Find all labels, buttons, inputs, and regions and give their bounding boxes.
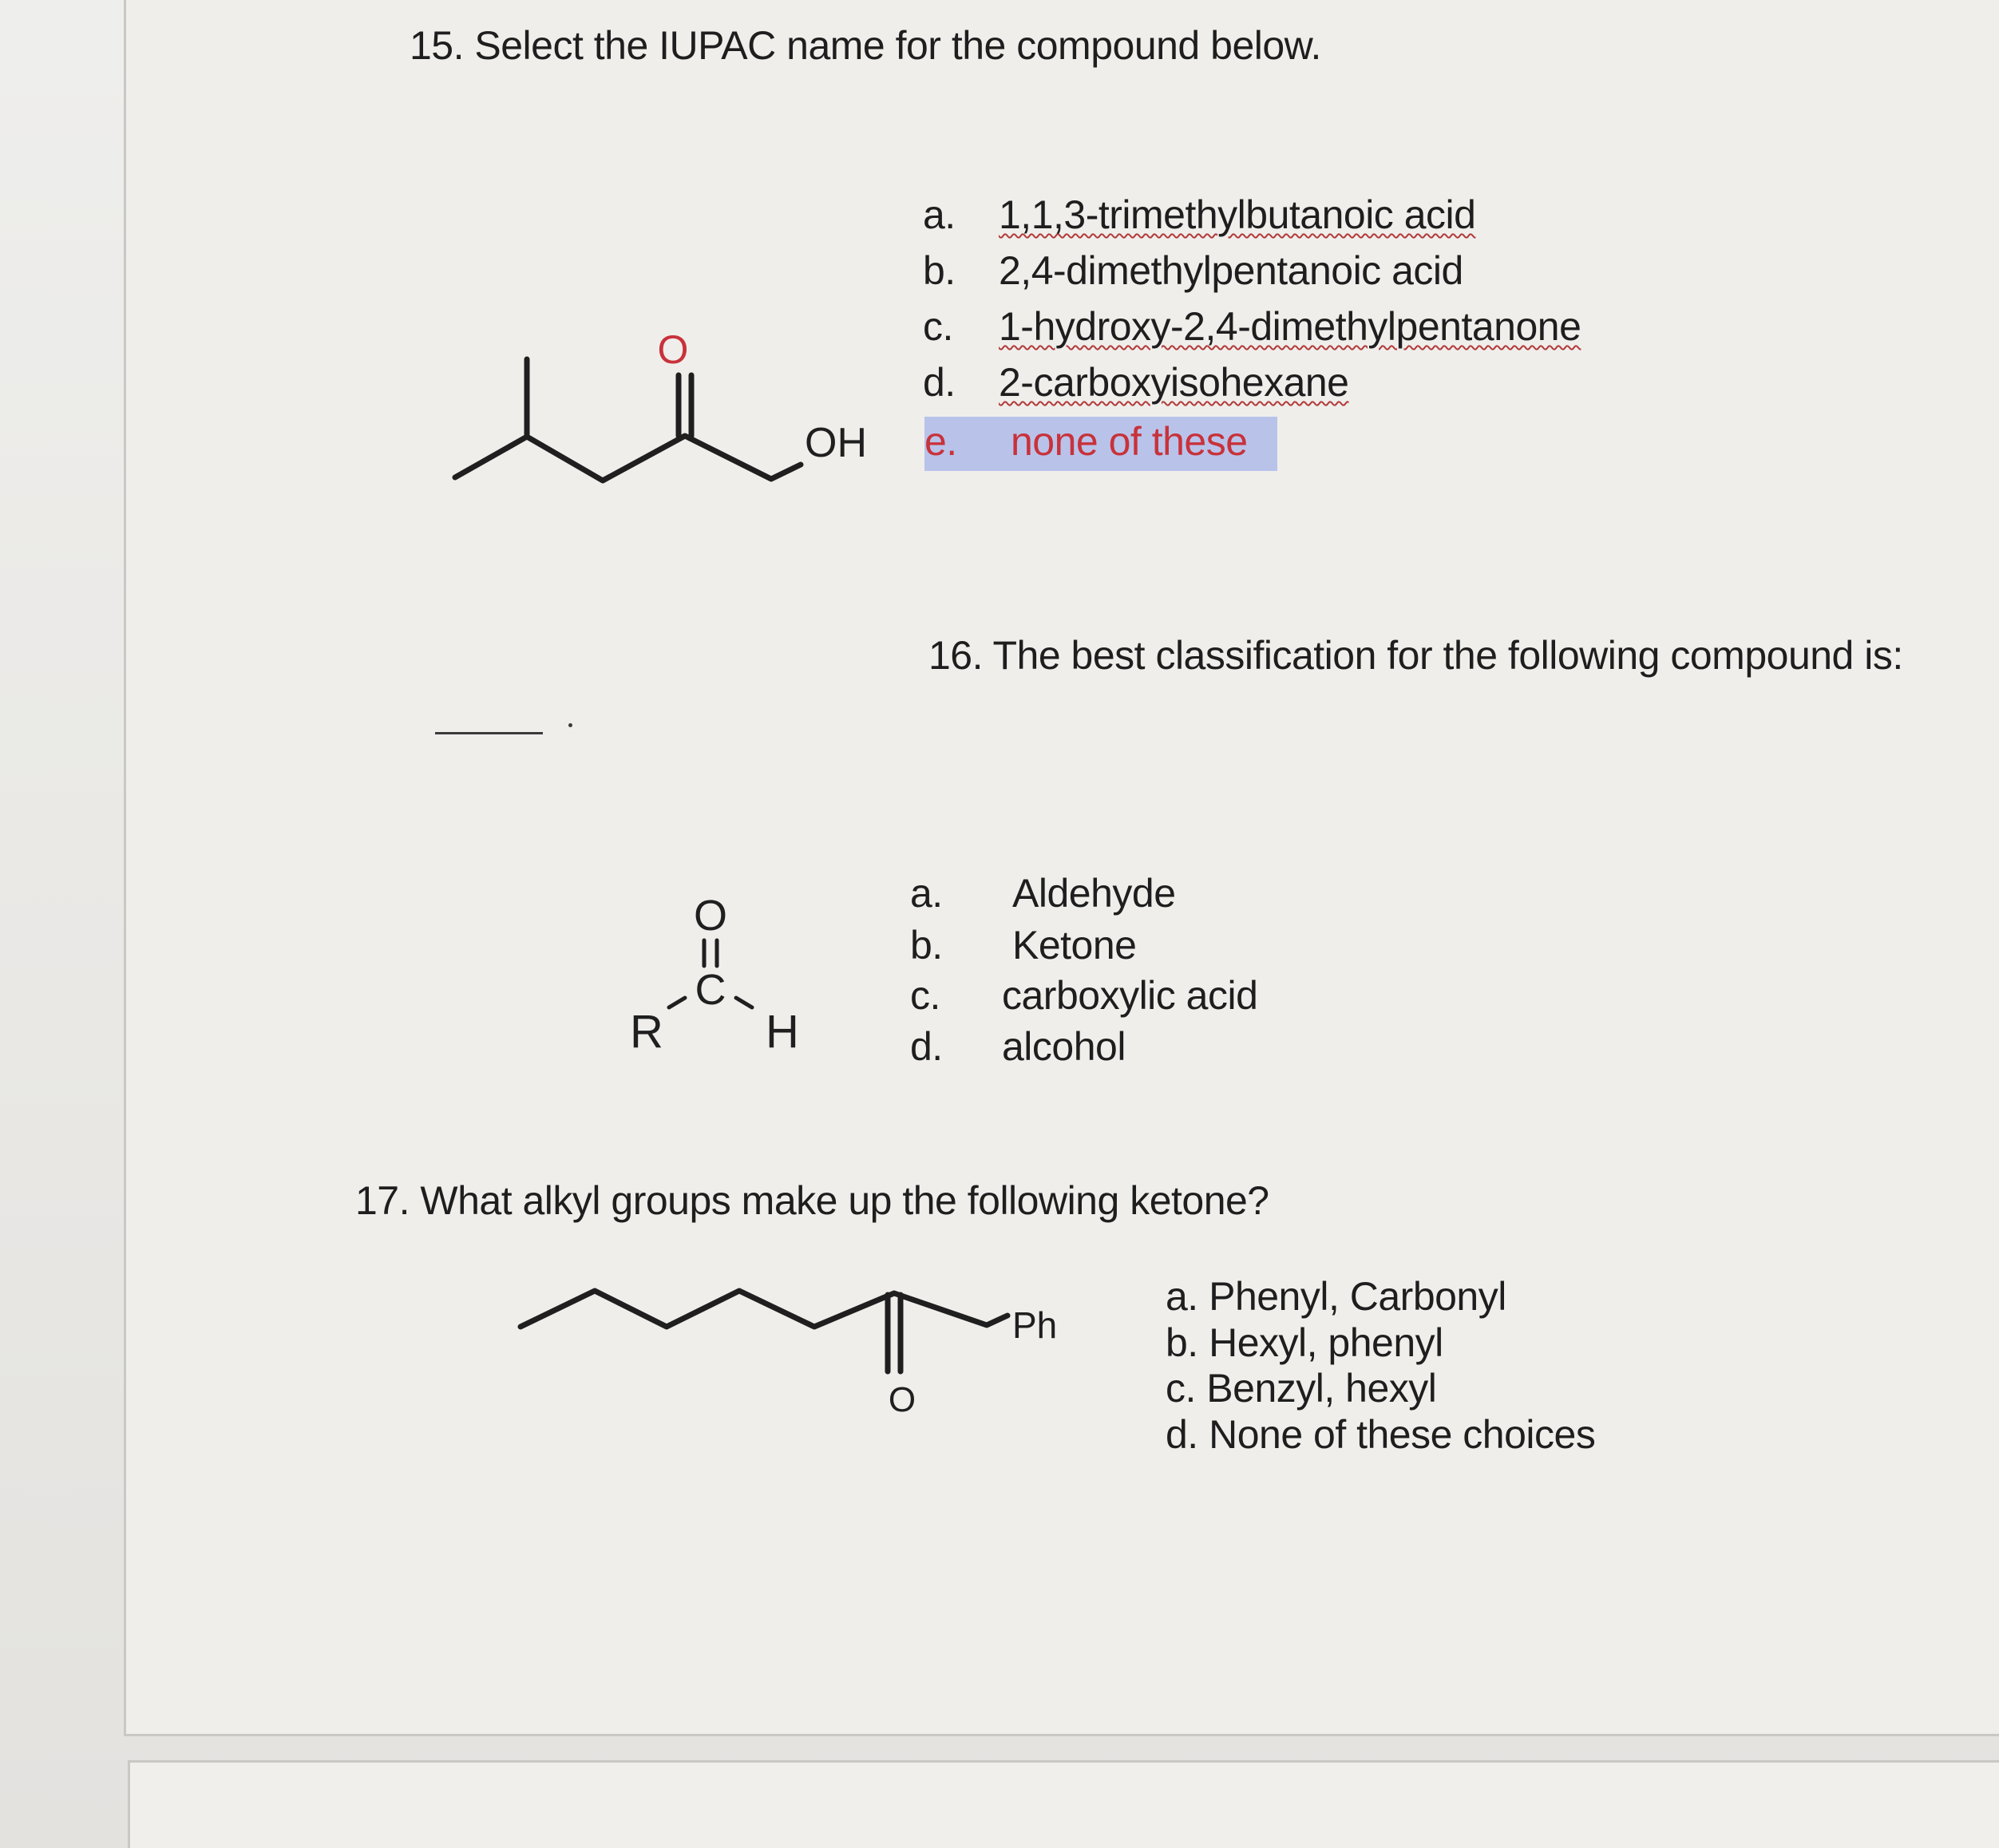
q15-option-e-letter: e. [924, 419, 957, 464]
q16-option-d-text: alcohol [1002, 1024, 1126, 1069]
q15-option-c-letter: c. [923, 304, 953, 349]
q15-title: 15. Select the IUPAC name for the compound below. [410, 23, 1321, 68]
q15-option-d-text: 2-carboxyisohexane [999, 360, 1349, 405]
q15-oh-label: OH [805, 420, 867, 466]
q16-option-c-letter: c. [910, 973, 940, 1018]
q15-option-d-letter: d. [923, 360, 956, 405]
q15-option-c-text: 1-hydroxy-2,4-dimethylpentanone [999, 304, 1581, 349]
q17-option-b[interactable]: b. Hexyl, phenyl [1166, 1320, 1443, 1365]
q16-o-label: O [693, 892, 728, 940]
q16-title: 16. The best classification for the following compound is: [928, 633, 1903, 678]
q15-option-e-text: none of these [1011, 419, 1248, 464]
q17-o-label: O [888, 1380, 916, 1419]
q17-title: 17. What alkyl groups make up the following ketone? [355, 1178, 1269, 1223]
q16-option-d-letter: d. [910, 1024, 943, 1069]
q16-option-b-letter: b. [910, 923, 943, 968]
q15-option-b-text: 2,4-dimethylpentanoic acid [999, 248, 1463, 293]
q16-h-label: H [766, 1006, 799, 1058]
q16-option-a-text: Aldehyde [1012, 871, 1176, 916]
q17-ph-label: Ph [1012, 1304, 1058, 1346]
q17-skeleton-bonds [521, 1291, 1007, 1327]
q15-o-label: O [657, 327, 689, 372]
q15-option-a-text: 1,1,3-trimethylbutanoic acid [999, 192, 1476, 237]
q15-option-b-letter: b. [923, 248, 956, 293]
q17-option-c[interactable]: c. Benzyl, hexyl [1166, 1366, 1437, 1411]
q17-option-d[interactable]: d. None of these choices [1166, 1412, 1596, 1457]
q16-option-b-text: Ketone [1012, 923, 1137, 968]
q17-option-a[interactable]: a. Phenyl, Carbonyl [1166, 1274, 1506, 1319]
q15-option-a-letter: a. [923, 192, 956, 237]
q16-option-a-letter: a. [910, 871, 943, 916]
q16-r-label: R [630, 1006, 663, 1058]
q16-option-c-text: carboxylic acid [1002, 973, 1258, 1018]
q16-c-label: C [695, 966, 726, 1014]
